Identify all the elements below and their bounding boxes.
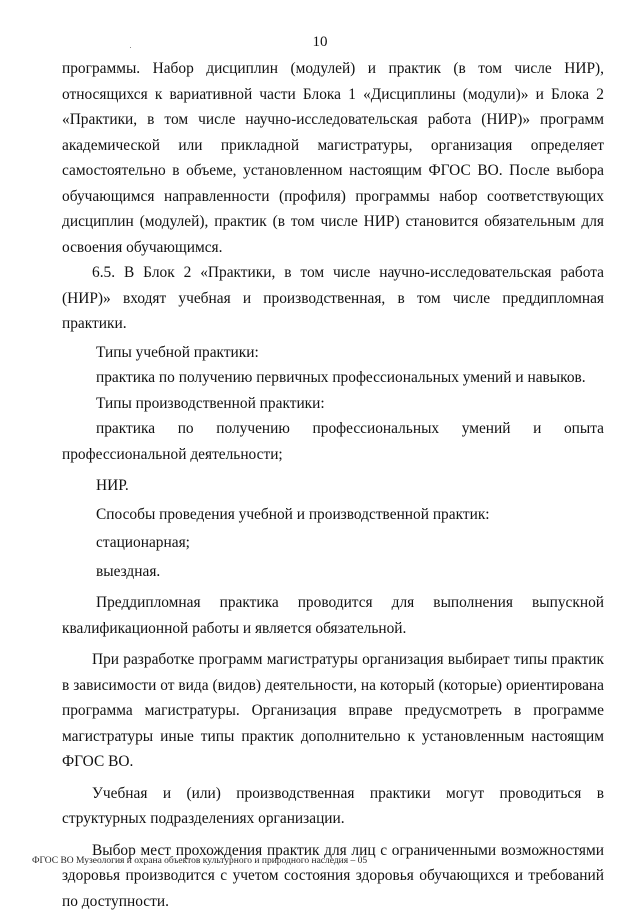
paragraph-program-development: При разработке программ магистратуры организация выбирает типы практик в зависимости от вида (видов) деятельности, на который (которые) ориентирована программа магистратуры. Организация вправе предусмотреть в программе магистратуры иные типы практик дополнительно к установленным настоящим ФГОС ВО. [62, 647, 604, 775]
paragraph-structural-units: Учебная и (или) производственная практики могут проводиться в структурных подразделениях организации. [62, 781, 604, 832]
list-item: практика по получению первичных профессиональных умений и навыков. [62, 365, 604, 391]
list-item: НИР. [62, 473, 604, 499]
list-heading-training-types: Типы учебной практики: [62, 340, 604, 366]
paragraph-6-5: 6.5. В Блок 2 «Практики, в том числе научно-исследовательская работа (НИР)» входят учебная и производственная, в том числе преддипломная практики. [62, 260, 604, 337]
list-heading-methods: Способы проведения учебной и производственной практик: [62, 502, 604, 528]
list-heading-production-types: Типы производственной практики: [62, 391, 604, 417]
document-footer: ФГОС ВО Музеология и охрана объектов культурного и природного наследия – 05 [32, 856, 367, 866]
list-item: стационарная; [62, 530, 604, 556]
list-item: выездная. [62, 559, 604, 585]
paragraph-accessibility: Выбор мест прохождения практик для лиц с ограниченными возможностями здоровья производится с учетом состояния здоровья обучающихся и требований по доступности. [62, 838, 604, 914]
page-number: 10 [0, 34, 640, 51]
list-item: практика по получению профессиональных умений и опыта профессиональной деятельности; [62, 416, 604, 467]
paragraph-continuation: программы. Набор дисциплин (модулей) и практик (в том числе НИР), относящихся к вариативной части Блока 1 «Дисциплины (модули)» и Блока 2 «Практики, в том числе научно-исследовательская работа (НИР)» программ академической или прикладной магистратуры, организация определяет самостоятельно в объеме, установленном настоящим ФГОС ВО. После выбора обучающимся направленности (профиля) программы набор соответствующих дисциплин (модулей), практик (в том числе НИР) становится обязательным для освоения обучающимся. [62, 56, 604, 260]
document-body [62, 56, 604, 914]
paragraph-prediploma: Преддипломная практика проводится для выполнения выпускной квалификационной работы и является обязательной. [62, 590, 604, 641]
